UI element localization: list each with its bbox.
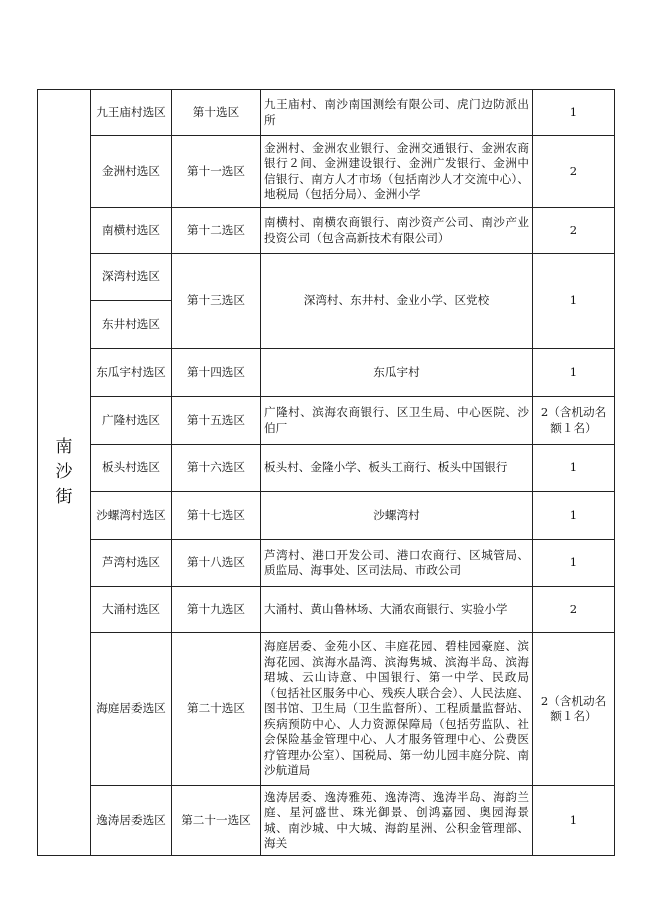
district-scope: 南横村、南横农商银行、南沙资产公司、南沙产业投资公司（包含高新技术有限公司） [261,208,533,254]
precinct-name: 深湾村选区 [91,254,172,301]
delegate-count: 1 [533,540,615,587]
district-name: 第十二选区 [172,208,261,254]
precinct-name: 东井村选区 [91,301,172,349]
delegate-count: 2 [533,587,615,633]
district-scope: 金洲村、金洲农业银行、金洲交通银行、金洲农商银行２间、金洲建设银行、金洲广发银行、金洲中信银行、南方人才市场（包括南沙人才交流中心）、地税局（包括分局）、金洲小学 [261,136,533,208]
precinct-name: 芦湾村选区 [91,540,172,587]
district-name: 第十五选区 [172,397,261,445]
delegate-count: 2 [533,208,615,254]
delegate-count: 1 [533,90,615,136]
precinct-name: 南横村选区 [91,208,172,254]
delegate-count: 1 [533,445,615,492]
precinct-name: 沙螺湾村选区 [91,492,172,540]
precinct-name: 逸涛居委选区 [91,786,172,856]
table-row [38,136,615,208]
table-row [38,445,615,492]
district-scope: 板头村、金隆小学、板头工商行、板头中国银行 [261,445,533,492]
street-name-cell [38,90,91,856]
district-scope: 深湾村、东井村、金业小学、区党校 [261,254,533,349]
district-scope: 逸涛居委、逸涛雅苑、逸涛湾、逸涛半岛、海韵兰庭、星河盛世、珠光御景、创鸿嘉园、奥园海景城、南沙城、中大城、海韵星洲、公积金管理部、海关 [261,786,533,856]
precinct-name: 板头村选区 [91,445,172,492]
delegate-count: 1 [533,349,615,397]
precinct-name: 海庭居委选区 [91,633,172,786]
table-row [38,633,615,786]
precinct-name: 金洲村选区 [91,136,172,208]
delegate-count: 1 [533,492,615,540]
table-row [38,254,615,301]
table-row [38,90,615,136]
precinct-name: 九王庙村选区 [91,90,172,136]
delegate-count: 2（含机动名额１名） [533,397,615,445]
electoral-district-table [37,89,615,856]
district-name: 第二十一选区 [172,786,261,856]
district-scope: 海庭居委、金苑小区、丰庭花园、碧桂园豪庭、滨海花园、滨海水晶湾、滨海隽城、滨海半岛、滨海珺城、云山诗意、中国银行、第一中学、民政局（包括社区服务中心、残疾人联合会）、人民法庭、图书馆、卫生局（卫生监督所）、工程质量监督站、疾病预防中心、人力资源保障局（包括劳监队、社会保险基金管理中心、人才服务管理中心、公费医疗管理办公室）、国税局、第一幼儿园丰庭分院、南沙航道局 [261,633,533,786]
precinct-name: 东瓜宇村选区 [91,349,172,397]
table-row [38,397,615,445]
district-name: 第十一选区 [172,136,261,208]
district-name: 第十选区 [172,90,261,136]
district-scope: 九王庙村、南沙南国测绘有限公司、虎门边防派出所 [261,90,533,136]
street-char: 沙 [55,462,73,482]
district-name: 第十八选区 [172,540,261,587]
district-scope: 东瓜宇村 [261,349,533,397]
district-scope: 大涌村、黄山鲁林场、大涌农商银行、实验小学 [261,587,533,633]
district-name: 第十三选区 [172,254,261,349]
delegate-count: 2（含机动名额１名） [533,633,615,786]
delegate-count: 1 [533,254,615,349]
district-scope: 广隆村、滨海农商银行、区卫生局、中心医院、沙伯厂 [261,397,533,445]
district-name: 第十六选区 [172,445,261,492]
table-row [38,786,615,856]
delegate-count: 1 [533,786,615,856]
district-name: 第十九选区 [172,587,261,633]
precinct-name: 广隆村选区 [91,397,172,445]
district-name: 第二十选区 [172,633,261,786]
table-row [38,208,615,254]
table-row [38,587,615,633]
table-row [38,540,615,587]
district-scope: 沙螺湾村 [261,492,533,540]
table-row [38,492,615,540]
table-row [38,349,615,397]
district-name: 第十七选区 [172,492,261,540]
delegate-count: 2 [533,136,615,208]
precinct-name: 大涌村选区 [91,587,172,633]
street-char: 南 [55,437,73,457]
district-name: 第十四选区 [172,349,261,397]
street-char: 街 [55,487,73,507]
district-scope: 芦湾村、港口开发公司、港口农商行、区城管局、质监局、海事处、区司法局、市政公司 [261,540,533,587]
